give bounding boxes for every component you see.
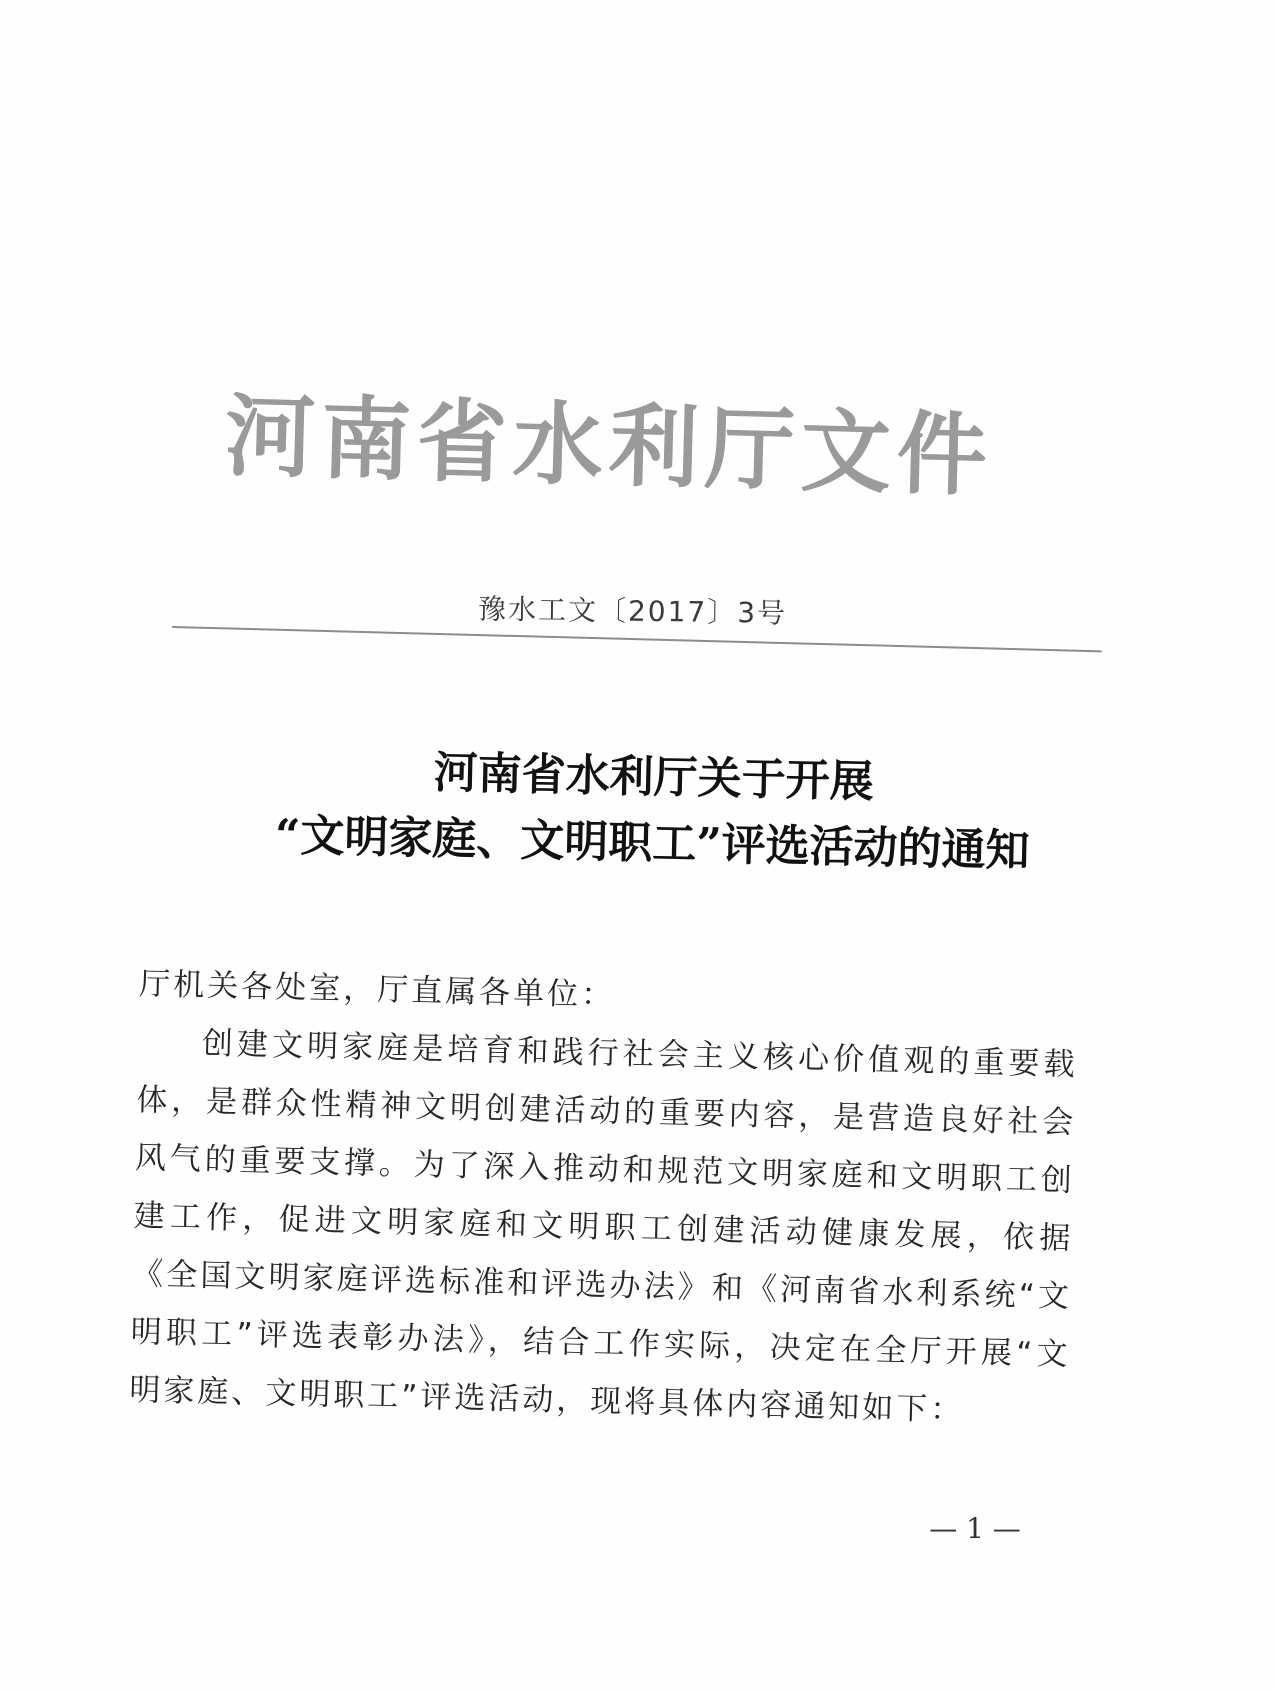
notice-body xyxy=(129,955,1080,1442)
title-line-1: 河南省水利厅关于开展 xyxy=(433,747,875,808)
paragraph: 创建文明家庭是培育和践行社会主义核心价值观的重要载体，是群众性精神文明创建活动的重要内容，是营造良好社会风气的重要支撑。为了深入推动和规范文明家庭和文明职工创建工作，促进文明家庭和文明职工创建活动健康发展，依据《全国文明家庭评选标准和评选办法》和《河南省水利系统“文明职工”评选表彰办法》，结合工作实际，决定在全厅开展“文明家庭、文明职工”评选活动，现将具体内容通知如下： xyxy=(128,1025,1079,1429)
salutation: 厅机关各处室，厅直属各单位： xyxy=(138,965,616,1014)
title-line-2: “文明家庭、文明职工”评选活动的通知 xyxy=(274,810,1031,877)
page-number: — 1 — xyxy=(929,1512,1021,1545)
header-divider xyxy=(172,626,1102,652)
document-number: 豫水工文〔2017〕3号 xyxy=(477,592,788,630)
masthead-title: 河南省水利厅文件 xyxy=(223,384,995,510)
notice-title xyxy=(237,736,1070,885)
